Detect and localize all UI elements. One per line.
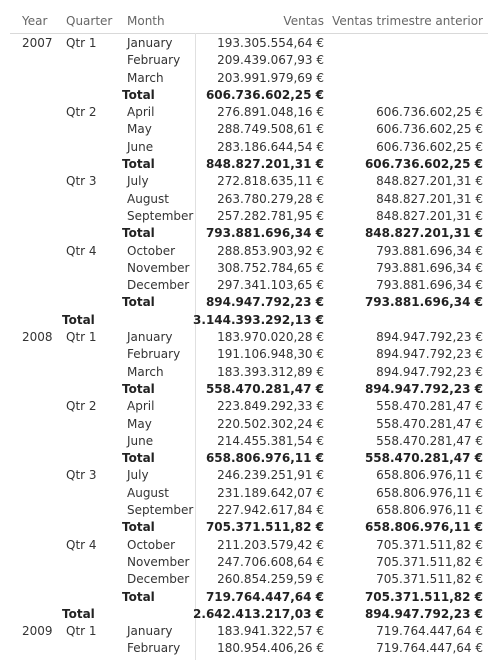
ventas-cell: 288.749.508,61 € — [217, 122, 324, 137]
ventas-cell: 276.891.048,16 € — [217, 105, 324, 120]
ventas-cell: 214.455.381,54 € — [217, 433, 324, 448]
month-cell[interactable]: July — [127, 174, 149, 189]
header-month[interactable]: Month — [127, 14, 165, 28]
year-cell[interactable]: 2009 — [22, 624, 53, 639]
table-row — [0, 640, 500, 657]
table-row — [0, 398, 500, 415]
ventas-cell: 260.854.259,59 € — [217, 572, 324, 587]
ventas-cell: 606.736.602,25 € — [205, 87, 324, 102]
ventas-cell: 3.144.393.292,13 € — [193, 312, 324, 327]
month-cell[interactable]: April — [127, 105, 155, 120]
header-prev[interactable]: Ventas trimestre anterior — [332, 14, 483, 28]
quarter-total-row — [0, 225, 500, 242]
ventas-cell: 848.827.201,31 € — [205, 157, 324, 172]
ventas-cell: 658.806.976,11 € — [205, 451, 324, 466]
table-row — [0, 571, 500, 588]
ventas-cell: 263.780.279,28 € — [217, 191, 324, 206]
ventas-cell: 719.764.447,64 € — [205, 589, 324, 604]
quarter-total-row — [0, 589, 500, 606]
table-row — [0, 173, 500, 190]
year-cell[interactable]: 2008 — [22, 330, 53, 345]
prev-quarter-cell: 894.947.792,23 € — [376, 347, 483, 362]
quarter-total-row — [0, 156, 500, 173]
ventas-cell: 180.954.406,26 € — [217, 641, 324, 656]
prev-quarter-cell: 848.827.201,31 € — [376, 191, 483, 206]
table-row — [0, 502, 500, 519]
quarter-cell[interactable]: Qtr 1 — [66, 330, 97, 345]
prev-quarter-cell: 719.764.447,64 € — [376, 641, 483, 656]
month-cell[interactable]: June — [127, 139, 154, 154]
prev-quarter-cell: 558.470.281,47 € — [364, 451, 483, 466]
prev-quarter-cell: 705.371.511,82 € — [376, 537, 483, 552]
quarter-total-row — [0, 519, 500, 536]
quarter-cell[interactable]: Qtr 3 — [66, 174, 97, 189]
prev-quarter-cell: 558.470.281,47 € — [376, 433, 483, 448]
ventas-cell: 2.642.413.217,03 € — [193, 606, 324, 621]
quarter-cell[interactable]: Qtr 1 — [66, 624, 97, 639]
quarter-total-row — [0, 381, 500, 398]
month-cell[interactable]: June — [127, 433, 154, 448]
table-row — [0, 364, 500, 381]
table-row — [0, 243, 500, 260]
table-row — [0, 416, 500, 433]
prev-quarter-cell: 793.881.696,34 € — [376, 278, 483, 293]
quarter-total-row — [0, 294, 500, 311]
ventas-cell: 272.818.635,11 € — [217, 174, 324, 189]
quarter-cell[interactable]: Qtr 4 — [66, 243, 97, 258]
month-cell[interactable]: January — [127, 624, 173, 639]
prev-quarter-cell: 658.806.976,11 € — [376, 468, 483, 483]
month-cell[interactable]: May — [127, 416, 152, 431]
prev-quarter-cell: 793.881.696,34 € — [364, 295, 483, 310]
table-body — [0, 35, 500, 658]
ventas-cell: 183.941.322,57 € — [217, 624, 324, 639]
year-total-label: Total — [62, 312, 95, 327]
table-row — [0, 329, 500, 346]
quarter-cell[interactable]: Qtr 1 — [66, 36, 97, 50]
month-cell[interactable]: September — [127, 503, 194, 518]
table-row — [0, 485, 500, 502]
table-row — [0, 191, 500, 208]
ventas-cell: 257.282.781,95 € — [217, 208, 324, 223]
quarter-total-label: Total — [122, 226, 155, 241]
month-cell[interactable]: August — [127, 485, 169, 500]
ventas-cell: 227.942.617,84 € — [217, 503, 324, 518]
ventas-cell: 231.189.642,07 € — [217, 485, 324, 500]
prev-quarter-cell: 606.736.602,25 € — [376, 105, 483, 120]
month-cell[interactable]: July — [127, 468, 149, 483]
ventas-cell: 220.502.302,24 € — [217, 416, 324, 431]
table-row — [0, 52, 500, 69]
month-cell[interactable]: January — [127, 36, 173, 50]
ventas-cell: 558.470.281,47 € — [205, 381, 324, 396]
prev-quarter-cell: 705.371.511,82 € — [376, 572, 483, 587]
prev-quarter-cell: 894.947.792,23 € — [376, 330, 483, 345]
ventas-cell: 209.439.067,93 € — [217, 53, 324, 68]
ventas-cell: 223.849.292,33 € — [217, 399, 324, 414]
quarter-total-label: Total — [122, 295, 155, 310]
month-cell[interactable]: May — [127, 122, 152, 137]
prev-quarter-cell: 658.806.976,11 € — [376, 503, 483, 518]
ventas-cell: 211.203.579,42 € — [217, 537, 324, 552]
table-header — [0, 10, 500, 32]
header-divider — [10, 33, 488, 34]
ventas-cell: 191.106.948,30 € — [217, 347, 324, 362]
quarter-total-label: Total — [122, 451, 155, 466]
table-row — [0, 70, 500, 87]
ventas-cell: 705.371.511,82 € — [205, 520, 324, 535]
month-cell[interactable]: February — [127, 53, 181, 68]
table-row — [0, 139, 500, 156]
quarter-cell[interactable]: Qtr 2 — [66, 399, 97, 414]
header-ventas[interactable]: Ventas — [283, 14, 324, 28]
month-cell[interactable]: October — [127, 243, 176, 258]
prev-quarter-cell: 705.371.511,82 € — [376, 554, 483, 569]
month-cell[interactable]: March — [127, 70, 164, 85]
month-cell[interactable]: October — [127, 537, 176, 552]
month-cell[interactable]: January — [127, 330, 173, 345]
prev-quarter-cell: 894.947.792,23 € — [364, 606, 483, 621]
header-year[interactable]: Year — [22, 14, 48, 28]
table-row — [0, 35, 500, 52]
quarter-total-label: Total — [122, 157, 155, 172]
prev-quarter-cell: 606.736.602,25 € — [364, 157, 483, 172]
prev-quarter-cell: 658.806.976,11 € — [364, 520, 483, 535]
ventas-cell: 297.341.103,65 € — [217, 278, 324, 293]
quarter-total-row — [0, 87, 500, 104]
prev-quarter-cell: 658.806.976,11 € — [376, 485, 483, 500]
year-total-row — [0, 312, 500, 329]
table-row — [0, 260, 500, 277]
month-cell[interactable]: December — [127, 572, 190, 587]
quarter-total-label: Total — [122, 87, 155, 102]
quarter-total-label: Total — [122, 589, 155, 604]
ventas-cell: 183.393.312,89 € — [217, 364, 324, 379]
month-cell[interactable]: November — [127, 554, 190, 569]
prev-quarter-cell: 558.470.281,47 € — [376, 416, 483, 431]
prev-quarter-cell: 558.470.281,47 € — [376, 399, 483, 414]
prev-quarter-cell: 793.881.696,34 € — [376, 243, 483, 258]
table-row — [0, 346, 500, 363]
prev-quarter-cell: 705.371.511,82 € — [364, 589, 483, 604]
year-cell[interactable]: 2007 — [22, 36, 53, 50]
quarter-total-label: Total — [122, 381, 155, 396]
table-row — [0, 433, 500, 450]
ventas-cell: 247.706.608,64 € — [217, 554, 324, 569]
year-total-label: Total — [62, 606, 95, 621]
prev-quarter-cell: 606.736.602,25 € — [376, 139, 483, 154]
month-cell[interactable]: March — [127, 364, 164, 379]
prev-quarter-cell: 848.827.201,31 € — [376, 174, 483, 189]
quarter-total-label: Total — [122, 520, 155, 535]
month-cell[interactable]: November — [127, 260, 190, 275]
table-row — [0, 104, 500, 121]
month-cell[interactable]: September — [127, 208, 194, 223]
ventas-cell: 203.991.979,69 € — [217, 70, 324, 85]
month-cell[interactable]: April — [127, 399, 155, 414]
quarter-total-row — [0, 450, 500, 467]
prev-quarter-cell: 719.764.447,64 € — [376, 624, 483, 639]
ventas-cell: 183.970.020,28 € — [217, 330, 324, 345]
quarter-cell[interactable]: Qtr 2 — [66, 105, 97, 120]
table-row — [0, 537, 500, 554]
ventas-cell: 288.853.903,92 € — [217, 243, 324, 258]
ventas-cell: 308.752.784,65 € — [217, 260, 324, 275]
prev-quarter-cell: 848.827.201,31 € — [364, 226, 483, 241]
ventas-cell: 793.881.696,34 € — [205, 226, 324, 241]
table-row — [0, 277, 500, 294]
year-total-row — [0, 606, 500, 623]
month-cell[interactable]: February — [127, 641, 181, 656]
ventas-cell: 283.186.644,54 € — [217, 139, 324, 154]
table-row — [0, 623, 500, 640]
table-row — [0, 208, 500, 225]
quarter-cell[interactable]: Qtr 4 — [66, 537, 97, 552]
ventas-cell: 246.239.251,91 € — [217, 468, 324, 483]
prev-quarter-cell: 894.947.792,23 € — [376, 364, 483, 379]
month-cell[interactable]: December — [127, 278, 190, 293]
prev-quarter-cell: 894.947.792,23 € — [364, 381, 483, 396]
table-row — [0, 121, 500, 138]
prev-quarter-cell: 606.736.602,25 € — [376, 122, 483, 137]
header-quarter[interactable]: Quarter — [66, 14, 113, 28]
prev-quarter-cell: 848.827.201,31 € — [376, 208, 483, 223]
table-row — [0, 467, 500, 484]
ventas-cell: 894.947.792,23 € — [205, 295, 324, 310]
ventas-cell: 193.305.554,64 € — [217, 36, 324, 50]
table-row — [0, 554, 500, 571]
month-cell[interactable]: August — [127, 191, 169, 206]
quarter-cell[interactable]: Qtr 3 — [66, 468, 97, 483]
month-cell[interactable]: February — [127, 347, 181, 362]
prev-quarter-cell: 793.881.696,34 € — [376, 260, 483, 275]
